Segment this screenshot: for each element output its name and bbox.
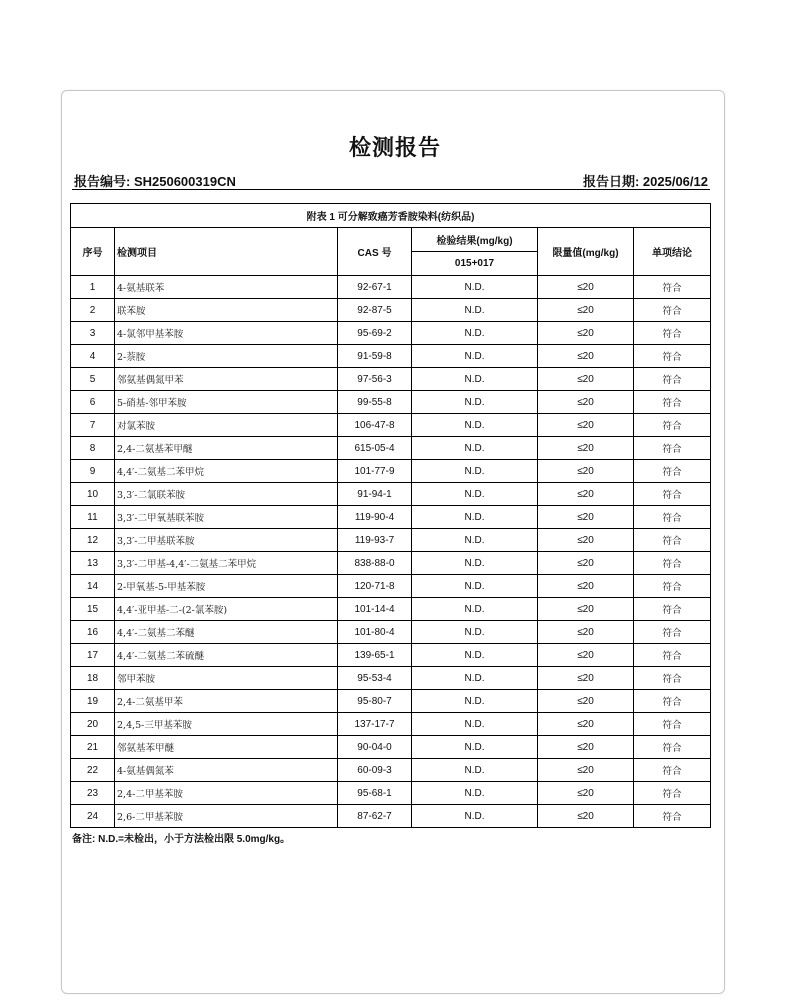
cell-limit: ≤20 (538, 345, 634, 368)
cell-item: 2,4-二氨基甲苯 (115, 690, 338, 713)
cell-conclusion: 符合 (634, 736, 711, 759)
cell-item: 2-萘胺 (115, 345, 338, 368)
cell-item: 2,4-二甲基苯胺 (115, 782, 338, 805)
cell-result: N.D. (412, 552, 538, 575)
cell-item: 5-硝基-邻甲苯胺 (115, 391, 338, 414)
cell-conclusion: 符合 (634, 644, 711, 667)
cell-limit: ≤20 (538, 552, 634, 575)
cell-limit: ≤20 (538, 598, 634, 621)
cell-result: N.D. (412, 782, 538, 805)
cell-limit: ≤20 (538, 368, 634, 391)
cell-result: N.D. (412, 506, 538, 529)
cell-result: N.D. (412, 598, 538, 621)
cell-limit: ≤20 (538, 667, 634, 690)
cell-cas: 95-53-4 (338, 667, 412, 690)
cell-item: 4-氯邻甲基苯胺 (115, 322, 338, 345)
cell-conclusion: 符合 (634, 345, 711, 368)
cell-result: N.D. (412, 414, 538, 437)
results-table (70, 203, 711, 828)
report-date: 报告日期: 2025/06/12 (582, 174, 708, 189)
cell-seq: 16 (71, 621, 115, 644)
cell-cas: 120-71-8 (338, 575, 412, 598)
cell-conclusion: 符合 (634, 782, 711, 805)
cell-conclusion: 符合 (634, 368, 711, 391)
table-row (71, 483, 711, 506)
cell-item: 3,3′-二甲基联苯胺 (115, 529, 338, 552)
cell-cas: 838-88-0 (338, 552, 412, 575)
header-conclusion: 单项结论 (634, 228, 711, 276)
cell-seq: 7 (71, 414, 115, 437)
cell-limit: ≤20 (538, 391, 634, 414)
table-row (71, 437, 711, 460)
cell-result: N.D. (412, 736, 538, 759)
cell-item: 2,4-二氨基苯甲醚 (115, 437, 338, 460)
cell-seq: 10 (71, 483, 115, 506)
cell-conclusion: 符合 (634, 460, 711, 483)
cell-cas: 91-94-1 (338, 483, 412, 506)
cell-cas: 91-59-8 (338, 345, 412, 368)
header-limit: 限量值(mg/kg) (538, 228, 634, 276)
cell-item: 邻氨基苯甲醚 (115, 736, 338, 759)
cell-conclusion: 符合 (634, 391, 711, 414)
header-result: 检验结果(mg/kg) (412, 228, 538, 252)
cell-seq: 15 (71, 598, 115, 621)
table-row (71, 414, 711, 437)
cell-seq: 14 (71, 575, 115, 598)
cell-cas: 119-93-7 (338, 529, 412, 552)
cell-conclusion: 符合 (634, 437, 711, 460)
cell-cas: 106-47-8 (338, 414, 412, 437)
cell-conclusion: 符合 (634, 621, 711, 644)
cell-conclusion: 符合 (634, 667, 711, 690)
cell-cas: 119-90-4 (338, 506, 412, 529)
cell-seq: 19 (71, 690, 115, 713)
cell-seq: 24 (71, 805, 115, 828)
cell-conclusion: 符合 (634, 529, 711, 552)
cell-conclusion: 符合 (634, 414, 711, 437)
cell-limit: ≤20 (538, 736, 634, 759)
table-body (71, 276, 711, 828)
cell-conclusion: 符合 (634, 598, 711, 621)
cell-result: N.D. (412, 690, 538, 713)
table-row (71, 736, 711, 759)
cell-item: 3,3′-二甲氧基联苯胺 (115, 506, 338, 529)
cell-conclusion: 符合 (634, 575, 711, 598)
cell-seq: 1 (71, 276, 115, 299)
cell-seq: 2 (71, 299, 115, 322)
table-row (71, 529, 711, 552)
cell-item: 4,4′-二氨基二苯甲烷 (115, 460, 338, 483)
cell-result: N.D. (412, 345, 538, 368)
cell-limit: ≤20 (538, 713, 634, 736)
table-row (71, 552, 711, 575)
cell-seq: 8 (71, 437, 115, 460)
cell-result: N.D. (412, 805, 538, 828)
cell-cas: 101-77-9 (338, 460, 412, 483)
cell-cas: 615-05-4 (338, 437, 412, 460)
footnote: 备注: N.D.=未检出，小于方法检出限 5.0mg/kg。 (72, 834, 291, 845)
cell-result: N.D. (412, 621, 538, 644)
header-cas: CAS 号 (338, 228, 412, 276)
cell-limit: ≤20 (538, 506, 634, 529)
table-row (71, 506, 711, 529)
cell-result: N.D. (412, 713, 538, 736)
header-sample-id: 015+017 (412, 252, 538, 276)
cell-item: 3,3′-二氯联苯胺 (115, 483, 338, 506)
cell-seq: 21 (71, 736, 115, 759)
report-title: 检测报告 (348, 135, 441, 160)
cell-limit: ≤20 (538, 460, 634, 483)
cell-cas: 95-69-2 (338, 322, 412, 345)
cell-conclusion: 符合 (634, 299, 711, 322)
cell-item: 4,4′-二氨基二苯硫醚 (115, 644, 338, 667)
cell-limit: ≤20 (538, 690, 634, 713)
cell-cas: 90-04-0 (338, 736, 412, 759)
cell-cas: 95-68-1 (338, 782, 412, 805)
cell-conclusion: 符合 (634, 552, 711, 575)
cell-cas: 97-56-3 (338, 368, 412, 391)
cell-seq: 18 (71, 667, 115, 690)
cell-item: 2,4,5-三甲基苯胺 (115, 713, 338, 736)
table-row (71, 667, 711, 690)
cell-conclusion: 符合 (634, 276, 711, 299)
cell-limit: ≤20 (538, 299, 634, 322)
cell-result: N.D. (412, 368, 538, 391)
table-row (71, 759, 711, 782)
cell-limit: ≤20 (538, 437, 634, 460)
cell-cas: 95-80-7 (338, 690, 412, 713)
cell-cas: 92-67-1 (338, 276, 412, 299)
table-row (71, 598, 711, 621)
cell-limit: ≤20 (538, 483, 634, 506)
cell-result: N.D. (412, 644, 538, 667)
table-row (71, 391, 711, 414)
cell-seq: 5 (71, 368, 115, 391)
cell-seq: 9 (71, 460, 115, 483)
table-caption: 附表 1 可分解致癌芳香胺染料(纺织品) (71, 204, 711, 228)
cell-conclusion: 符合 (634, 713, 711, 736)
cell-item: 4-氨基偶氮苯 (115, 759, 338, 782)
cell-conclusion: 符合 (634, 506, 711, 529)
cell-cas: 87-62-7 (338, 805, 412, 828)
table-row (71, 368, 711, 391)
cell-seq: 3 (71, 322, 115, 345)
cell-item: 4,4′-亚甲基-二-(2-氯苯胺) (115, 598, 338, 621)
cell-cas: 137-17-7 (338, 713, 412, 736)
cell-conclusion: 符合 (634, 759, 711, 782)
cell-item: 邻氨基偶氮甲苯 (115, 368, 338, 391)
cell-item: 邻甲苯胺 (115, 667, 338, 690)
cell-seq: 20 (71, 713, 115, 736)
cell-result: N.D. (412, 322, 538, 345)
cell-cas: 101-14-4 (338, 598, 412, 621)
table-row (71, 299, 711, 322)
cell-result: N.D. (412, 460, 538, 483)
cell-result: N.D. (412, 667, 538, 690)
cell-item: 2-甲氧基-5-甲基苯胺 (115, 575, 338, 598)
cell-cas: 99-55-8 (338, 391, 412, 414)
cell-seq: 13 (71, 552, 115, 575)
cell-cas: 92-87-5 (338, 299, 412, 322)
table-row (71, 805, 711, 828)
cell-seq: 11 (71, 506, 115, 529)
cell-seq: 22 (71, 759, 115, 782)
table-row (71, 713, 711, 736)
cell-seq: 12 (71, 529, 115, 552)
cell-result: N.D. (412, 759, 538, 782)
cell-limit: ≤20 (538, 759, 634, 782)
cell-conclusion: 符合 (634, 690, 711, 713)
cell-result: N.D. (412, 299, 538, 322)
cell-limit: ≤20 (538, 276, 634, 299)
report-meta (72, 171, 710, 190)
table-row (71, 322, 711, 345)
table-row (71, 460, 711, 483)
table-row (71, 575, 711, 598)
cell-limit: ≤20 (538, 805, 634, 828)
cell-item: 4-氨基联苯 (115, 276, 338, 299)
cell-limit: ≤20 (538, 621, 634, 644)
cell-cas: 101-80-4 (338, 621, 412, 644)
header-seq: 序号 (71, 228, 115, 276)
cell-limit: ≤20 (538, 414, 634, 437)
cell-cas: 60-09-3 (338, 759, 412, 782)
cell-result: N.D. (412, 437, 538, 460)
cell-limit: ≤20 (538, 529, 634, 552)
cell-limit: ≤20 (538, 782, 634, 805)
cell-item: 对氯苯胺 (115, 414, 338, 437)
cell-item: 3,3′-二甲基-4,4′-二氨基二苯甲烷 (115, 552, 338, 575)
cell-item: 联苯胺 (115, 299, 338, 322)
cell-conclusion: 符合 (634, 805, 711, 828)
cell-result: N.D. (412, 391, 538, 414)
cell-limit: ≤20 (538, 575, 634, 598)
cell-result: N.D. (412, 529, 538, 552)
cell-seq: 17 (71, 644, 115, 667)
table-row (71, 621, 711, 644)
report-number: 报告编号: SH250600319CN (74, 174, 236, 189)
table-row (71, 644, 711, 667)
cell-result: N.D. (412, 276, 538, 299)
cell-limit: ≤20 (538, 322, 634, 345)
cell-conclusion: 符合 (634, 483, 711, 506)
cell-item: 4,4′-二氨基二苯醚 (115, 621, 338, 644)
cell-seq: 4 (71, 345, 115, 368)
cell-result: N.D. (412, 575, 538, 598)
table-row (71, 276, 711, 299)
table-row (71, 345, 711, 368)
cell-item: 2,6-二甲基苯胺 (115, 805, 338, 828)
cell-seq: 6 (71, 391, 115, 414)
cell-seq: 23 (71, 782, 115, 805)
table-row (71, 690, 711, 713)
header-item: 检测项目 (115, 228, 338, 276)
cell-conclusion: 符合 (634, 322, 711, 345)
cell-limit: ≤20 (538, 644, 634, 667)
table-row (71, 782, 711, 805)
cell-cas: 139-65-1 (338, 644, 412, 667)
cell-result: N.D. (412, 483, 538, 506)
